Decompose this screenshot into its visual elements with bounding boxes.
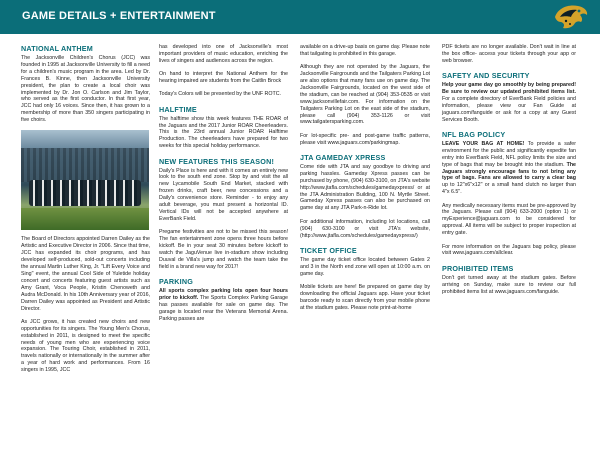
paragraph <box>442 82 576 123</box>
paragraph: Today's Colors will be presented by the UNF ROTC. <box>159 91 282 98</box>
bold-text: All sports complex parking lots open four hours prior to kickoff. <box>159 288 288 301</box>
chorus-photo <box>21 130 149 230</box>
heading-new-features: NEW FEATURES THIS SEASON! <box>159 156 275 166</box>
text: The Sports Complex Parking Garage has passes available for sale on game day. The garage is located near the Veterans Memorial Arena. Parking passes are <box>159 294 288 322</box>
heading-halftime: HALFTIME <box>159 104 197 114</box>
paragraph: available on a drive-up basis on game day. Please note that tailgating is prohibited in this garage. <box>300 44 430 57</box>
text: up to 12"x6"x12" or a small hand clutch no larger than 4"x 6.5". <box>442 182 576 196</box>
bold-text: LEAVE YOUR BAG AT HOME! <box>442 140 525 147</box>
paragraph: Although they are not operated by the Jaguars, the Jacksonville Fairgrounds and the Tailgaters Parking Lot are also options that many fans use on game day. The Jacksonville Fairgrounds, located on the west side of the stadium, can be reached at (904) 353-0535 or visit www.jacksonvillefair.com. For information on the Tailgaters Parking Lot on the east side of the stadium, please call (904) 353-1126 or visit www.tailgatersparking.com. <box>300 64 430 126</box>
paragraph: On hand to interpret the National Anthem for the hearing impaired are students from the Caitlin Brock <box>159 71 288 85</box>
column-1 <box>21 44 150 380</box>
choir-group-shape <box>29 180 141 206</box>
heading-ticket-office: TICKET OFFICE <box>300 245 357 255</box>
text: For a complete directory of EverBank Field policies and information, please view our Fan Guide at jaguars.com/fanguide or ask for a copy at any Guest Services Booth. <box>442 95 576 123</box>
paragraph: For lot-specific pre- and post-game traffic patterns, please visit www.jaguars.com/parkingmap. <box>300 132 430 146</box>
page-title: GAME DETAILS + ENTERTAINMENT <box>22 10 216 22</box>
heading-parking: PARKING <box>159 277 194 286</box>
paragraph: For more information on the Jaguars bag policy, please visit www.jaguars.com/allclear. <box>442 243 576 257</box>
paragraph: PDF tickets are no longer available. Don't wait in line at the box office- access your tickets through your app or web browser. <box>442 44 576 64</box>
paragraph: Daily's Place is here and with it comes an entirely new look to the south end zone. Stop by and visit the all new Lycamobile South End Market, stacked with frozen drinks, craft beer, new concessions and a Daily's convenience store. Reminder - to enjoy any adult beverage, you must present a horizontal ID. Vertical IDs will not be accepted anywhere at EverBank Field. <box>159 167 288 222</box>
paragraph: The game day ticket office located between Gates 2 and 3 in the North end zone will open at 10:00 a.m. on game day. <box>300 256 430 277</box>
heading-nfl-bag-policy: NFL BAG POLICY <box>442 129 506 139</box>
heading-jta-gameday-xpress: JTA GAMEDAY XPRESS <box>300 152 386 162</box>
paragraph <box>442 141 576 196</box>
field-grass-shape <box>21 208 149 230</box>
column-4 <box>442 44 576 302</box>
paragraph: has developed into one of Jacksonville's most important providers of music education, enriching the lives of singers and audiences across the region. <box>159 44 288 64</box>
text: To provide a safer environment for the public and significantly expedite fan entry into EverBank Field, NFL policy limits the size and type of bags that may be brought into the stadium. <box>442 140 576 168</box>
paragraph: As JCC grows, it has created new choirs and new opportunities for its singers. The Young Men's Chorus, established in 2011, is designed to meet the specific needs of young men who are experiencing voice expansion. The Touring Choir, established in 2011, travels nationally or internationally in the summer after a year of hard work and performances. From 16 singers in 1995, JCC <box>21 318 150 374</box>
page-header <box>0 0 600 34</box>
heading-prohibited-items: PROHIBITED ITEMS <box>442 263 514 273</box>
paragraph <box>159 288 288 323</box>
paragraph: For additional information, including lot locations, call (904) 630-3100 or visit JTA's website, (http://www.jtafla.com/schedules/gamedayxpress/) <box>300 218 430 239</box>
paragraph: Come ride with JTA and say goodbye to driving and parking hassles. Gameday Xpress passes can be purchased by phone, (904) 630-3100, on JTA's website http://www.jtafla.com/schedules/gamedayxpress/ or at the JTA Administration Building, 100 N. Myrtle Street. Gameday Xpress passes can also be purchased on game day at any JTA Park-n-Ride lot. <box>300 163 430 212</box>
bold-text: Help your game day go smoothly by being prepared! Be sure to review our updated prohibited items list. <box>442 82 576 96</box>
paragraph: Any medically necessary items must be pre-approved by the Jaguars. Please call (904) 633-2000 (option 1) or myExperience@jaguars.com to be considered for approval. All items will be subject to proper inspection at entry gate. <box>442 202 576 237</box>
paragraph: The halftime show this week features THE ROAR of the Jaguars and the 2017 Junior ROAR Cheerleaders. This is the 23rd annual Junior ROAR Halftime Production. The cheerleaders have prepared for two weeks for this special holiday performance. <box>159 115 288 150</box>
paragraph: Pregame festivities are not to be missed this season! The fan entertainment zone opens three hours before kickoff. Be in your seat 30 minutes before kickoff to watch the JaguVenue live in-stadium show including Duuval de Villa's jump and watch the team take the field in a brand new way for 2017! <box>159 229 288 270</box>
paragraph: Don't get turned away at the stadium gates. Before arriving on Sunday, make sure to review our full prohibited items list at www.jaguars.com/fanguide. <box>442 274 576 295</box>
jaguar-logo-icon <box>552 2 590 32</box>
paragraph: The Jacksonville Children's Chorus (JCC) was founded in 1995 at Jacksonville University to fill a need for a children's music program in the area. Led by Dr. Frances B. Kinne, then Jacksonville University president, the plan to create a local choir was implemented by Dr. Jon O. Carlson and Jim Taylor, who served as the first conductor. In that first year, JCC had only 16 voices. Since then, it has grown to a membership of more than 350 singers participating in five choirs. <box>21 55 150 124</box>
paragraph: The Board of Directors appointed Darren Dailey as the Artistic and Executive Director in 2006. Since that time, JCC has expanded its choir programs, and has developed self-produced, sold-out concerts including the annual Martin Luther King, Jr. "Lift Every Voice and Sing" event, the annual Cool Side of Yuletide holiday concert and concerts featuring guest artists such as Amy Grant, Voca People, Kristin Chenoweth and Audra McDonald. In his 10th Anniversary year of 2016, Darren Dailey was appointed as President and Artistic Director. <box>21 236 150 312</box>
heading-safety-security: SAFETY AND SECURITY <box>442 71 530 81</box>
stadium-stands-shape <box>21 148 149 182</box>
paragraph: Mobile tickets are here! Be prepared on game day by downloading the official Jaguars app. Have your ticket barcode ready to scan directly from your mobile phone at the stadium gates. Please note print-at-home <box>300 283 430 311</box>
bold-text: The Jaguars strongly encourage fans to not bring any type of bags. Fans are allowed to carry a clear bag <box>442 161 576 182</box>
heading-national-anthem: NATIONAL ANTHEM <box>21 44 93 53</box>
column-3 <box>300 44 430 318</box>
column-2 <box>159 44 288 329</box>
